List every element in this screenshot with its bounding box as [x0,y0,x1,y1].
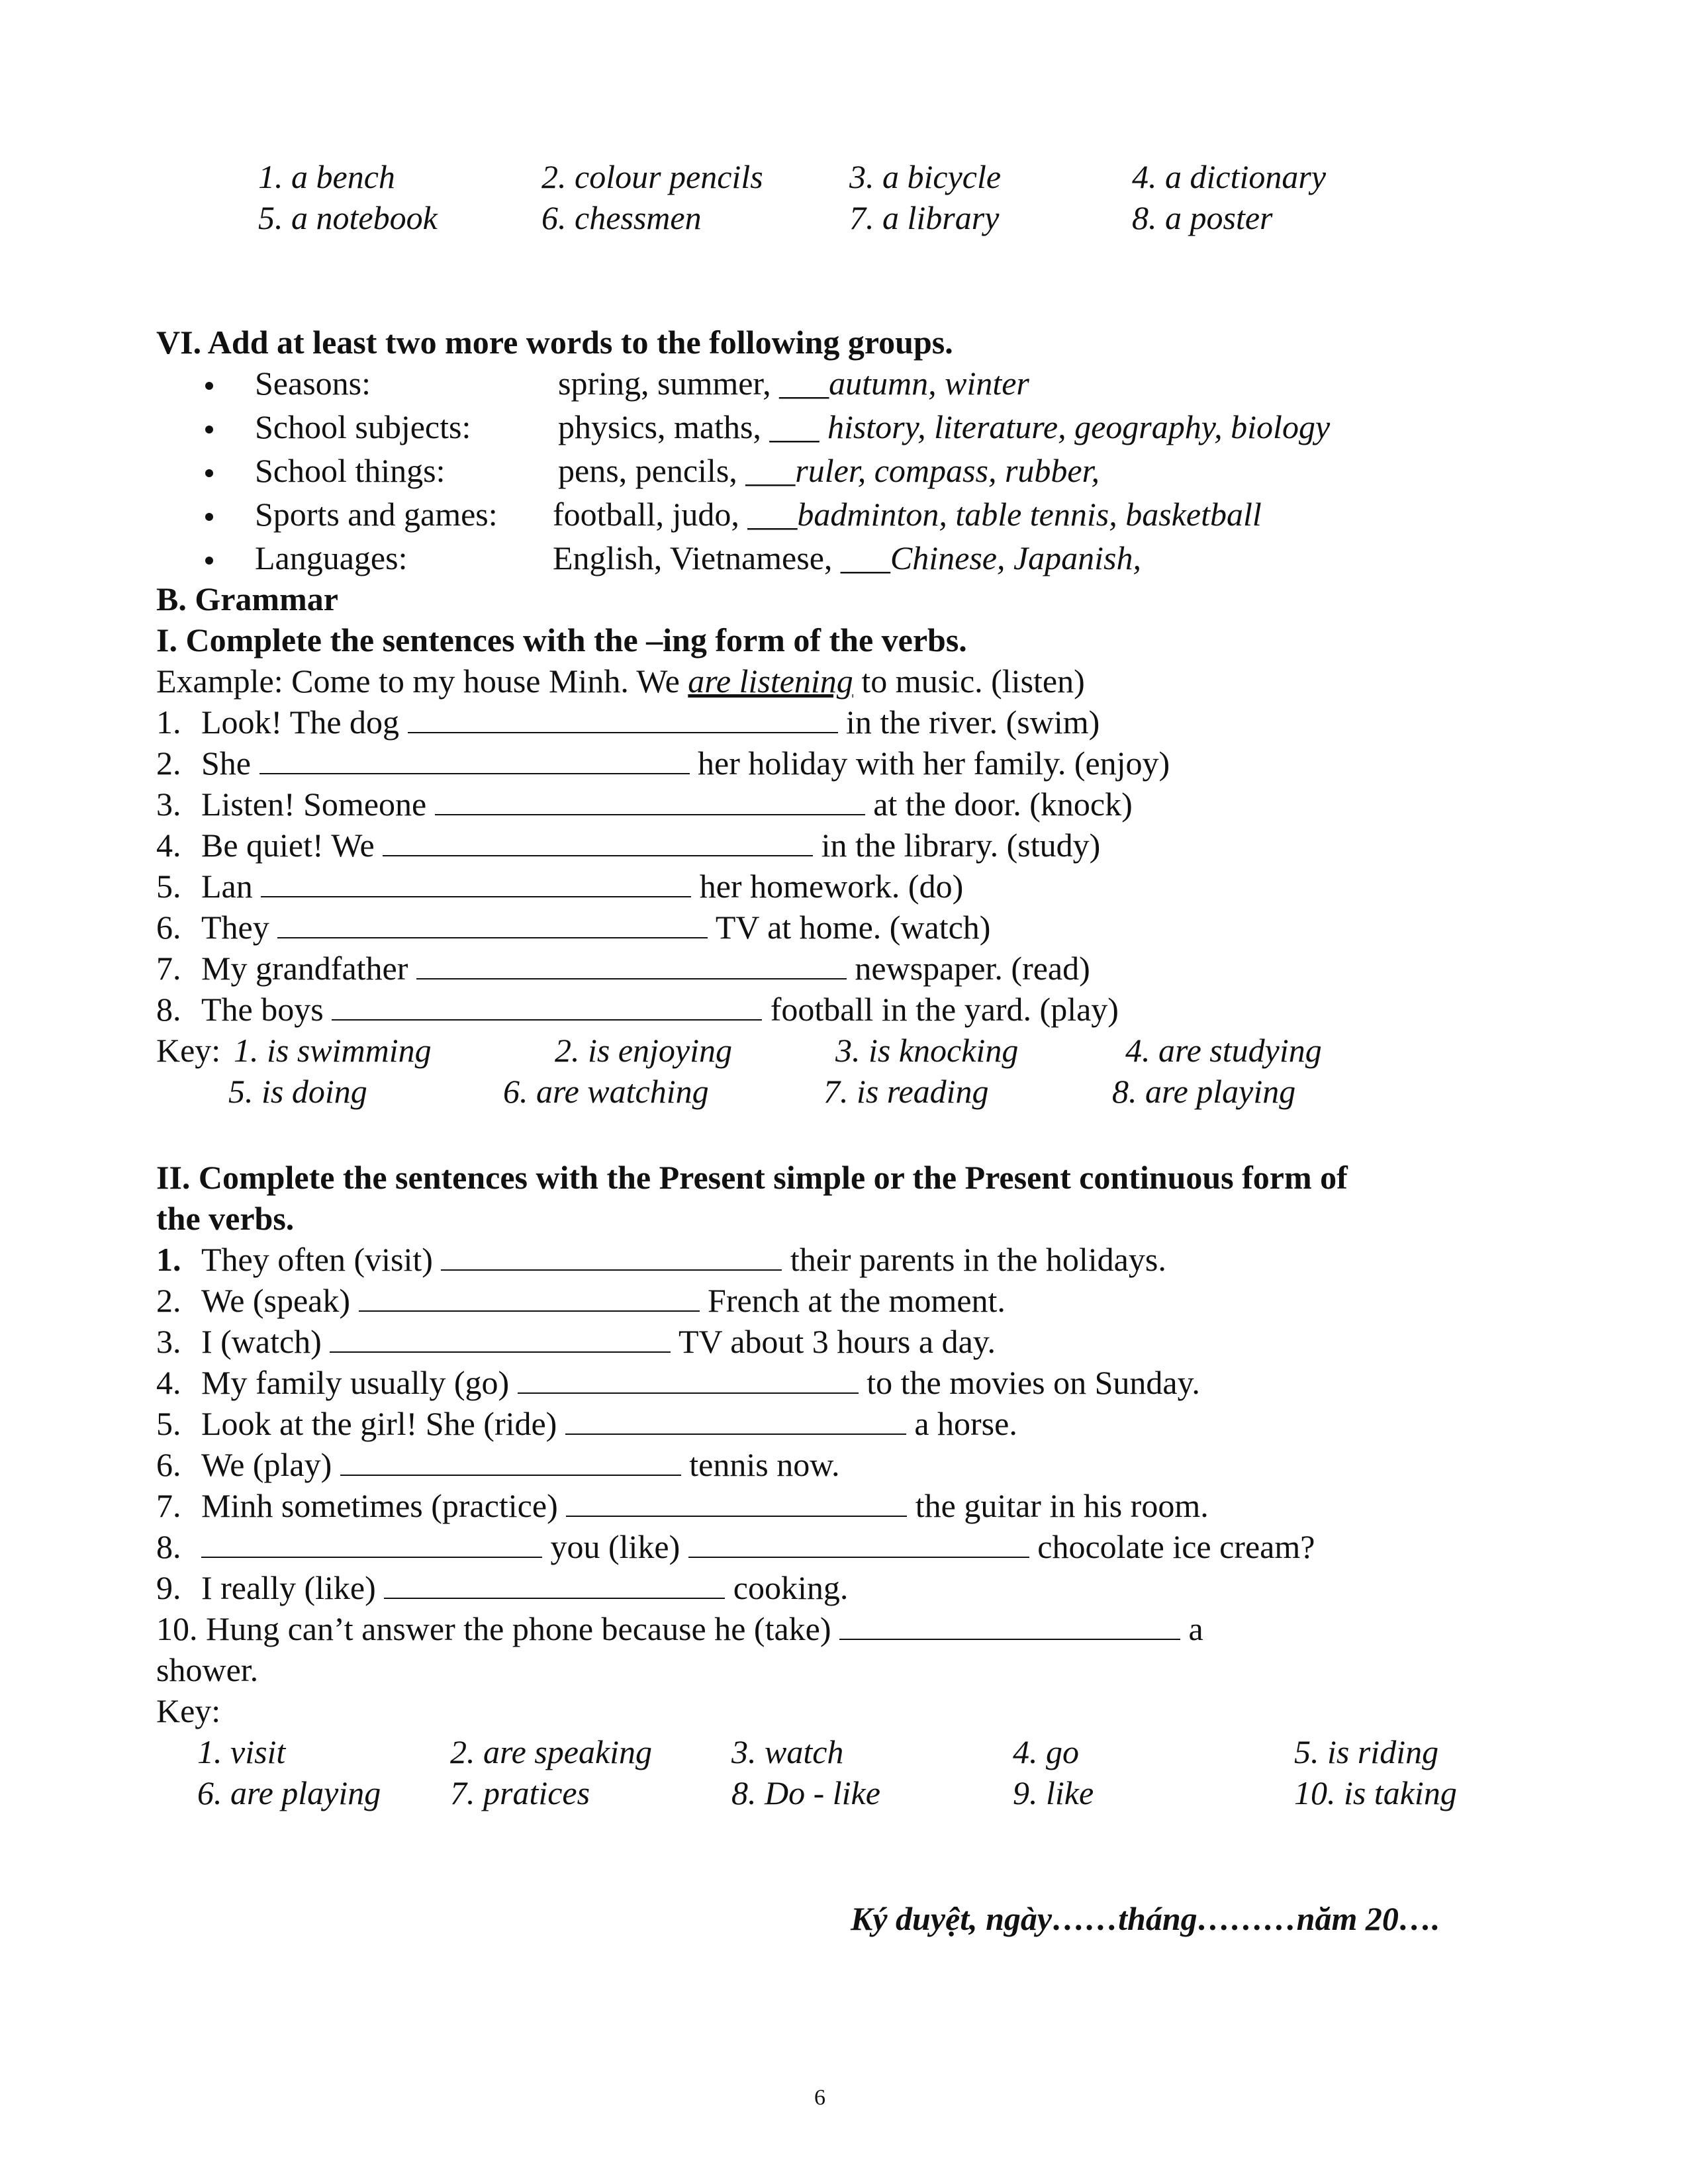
grammar-heading: B. Grammar [156,580,338,617]
group-words: pens, pencils, ___ruler, compass, rubber, [558,452,1100,489]
key-answer: 6. are watching [503,1073,709,1110]
answer-blank[interactable] [408,705,838,733]
vocab-answer-2: 2. colour pencils [541,158,763,195]
answer-blank[interactable] [359,1284,700,1312]
key-answer: 8. Do - like [731,1774,880,1811]
group-label: School subjects: [255,408,471,445]
answer-blank[interactable] [383,829,813,856]
key-answer: 5. is doing [228,1073,367,1110]
vocab-answer-1: 1. a bench [258,158,395,195]
answer-blank[interactable] [416,952,847,979]
group-label: Sports and games: [255,496,498,533]
vocab-answer-7: 7. a library [849,199,1000,236]
group-answer: badminton, table tennis, basketball [797,496,1262,533]
group-answer: ruler, compass, rubber, [795,452,1100,489]
key-answer: 6. are playing [197,1774,381,1811]
part2-title: II. Complete the sentences with the Present simple or the Present continuous form of [156,1159,1348,1196]
exercise-item: 4. My family usually (go) to the movies on Sunday. [156,1364,1200,1401]
exercise-item: 3. I (watch) TV about 3 hours a day. [156,1323,996,1360]
section-vi-title: VI. Add at least two more words to the following groups. [156,324,953,361]
exercise-item: 3. Listen! Someone at the door. (knock) [156,786,1133,823]
key-answer: 10. is taking [1294,1774,1457,1811]
bullet-icon [205,426,213,433]
answer-blank[interactable] [839,1612,1180,1640]
vocab-answer-5: 5. a notebook [258,199,438,236]
page-number: 6 [814,2085,825,2110]
bullet-icon [205,469,213,477]
key-answer: 2. is enjoying [555,1032,733,1069]
exercise-item-continued: shower. [156,1651,259,1688]
group-words: English, Vietnamese, ___Chinese, Japanish, [553,539,1142,576]
answer-blank[interactable] [330,1325,671,1353]
group-answer: history, literature, geography, biology [827,408,1331,445]
group-words: spring, summer, ___autumn, winter [558,365,1029,402]
answer-blank[interactable] [441,1243,782,1271]
answer-blank[interactable] [435,788,865,815]
bullet-icon [205,557,213,565]
example-answer: are listening [688,662,853,700]
key-answer: 4. are studying [1125,1032,1322,1069]
answer-blank[interactable] [565,1407,906,1435]
key-answer: 3. watch [731,1733,844,1770]
key-answer: 7. pratices [450,1774,590,1811]
exercise-item: 6. They TV at home. (watch) [156,909,991,946]
exercise-item: 1. Look! The dog in the river. (swim) [156,704,1100,741]
exercise-item: 4. Be quiet! We in the library. (study) [156,827,1101,864]
part1-example: Example: Come to my house Minh. We are listening to music. (listen) [156,662,1085,700]
answer-blank[interactable] [384,1571,725,1599]
key-answer: 5. is riding [1294,1733,1439,1770]
exercise-item: 8. you (like) chocolate ice cream? [156,1528,1315,1565]
key-answer: 1. is swimming [234,1032,432,1069]
answer-blank[interactable] [566,1489,907,1517]
answer-blank[interactable] [261,870,691,897]
exercise-item: 10. Hung can’t answer the phone because he (take) a [156,1610,1203,1647]
answer-blank[interactable] [277,911,708,938]
exercise-item: 7. Minh sometimes (practice) the guitar in his room. [156,1487,1209,1524]
part2-key-label: Key: [156,1692,221,1729]
signature-line: Ký duyệt, ngày……tháng………năm 20…. [851,1900,1440,1937]
group-answer: Chinese, Japanish, [890,539,1142,576]
exercise-item: 7. My grandfather newspaper. (read) [156,950,1090,987]
bullet-icon [205,382,213,390]
group-answer: autumn, winter [829,365,1029,402]
group-label: School things: [255,452,445,489]
answer-blank[interactable] [332,993,762,1021]
key-answer: 4. go [1013,1733,1079,1770]
group-label: Seasons: [255,365,371,402]
vocab-answer-3: 3. a bicycle [849,158,1002,195]
key-answer: 1. visit [197,1733,286,1770]
answer-blank[interactable] [201,1530,542,1558]
part2-title-continued: the verbs. [156,1200,295,1237]
answer-blank[interactable] [688,1530,1029,1558]
exercise-item: 5. Look at the girl! She (ride) a horse. [156,1405,1017,1442]
key-answer: 7. is reading [823,1073,989,1110]
part1-title: I. Complete the sentences with the –ing form of the verbs. [156,621,967,659]
part1-key-label: Key: [156,1032,221,1069]
vocab-answer-6: 6. chessmen [541,199,702,236]
exercise-item: 2. We (speak) French at the moment. [156,1282,1006,1319]
exercise-item: 6. We (play) tennis now. [156,1446,840,1483]
exercise-item: 2. She her holiday with her family. (enjoy) [156,745,1170,782]
key-answer: 9. like [1013,1774,1094,1811]
vocab-answer-8: 8. a poster [1132,199,1273,236]
vocab-answer-4: 4. a dictionary [1132,158,1327,195]
group-label: Languages: [255,539,408,576]
answer-blank[interactable] [259,747,690,774]
answer-blank[interactable] [340,1448,681,1476]
exercise-item: 5. Lan her homework. (do) [156,868,964,905]
key-answer: 8. are playing [1112,1073,1296,1110]
group-words: football, judo, ___badminton, table tennis, basketball [553,496,1262,533]
key-answer: 3. is knocking [835,1032,1019,1069]
bullet-icon [205,513,213,521]
exercise-item: 9. I really (like) cooking. [156,1569,849,1606]
exercise-item: 1. They often (visit) their parents in the holidays. [156,1241,1166,1278]
group-words: physics, maths, ___ history, literature, geography, biology [558,408,1331,445]
answer-blank[interactable] [518,1366,859,1394]
key-answer: 2. are speaking [450,1733,653,1770]
exercise-item: 8. The boys football in the yard. (play) [156,991,1119,1028]
